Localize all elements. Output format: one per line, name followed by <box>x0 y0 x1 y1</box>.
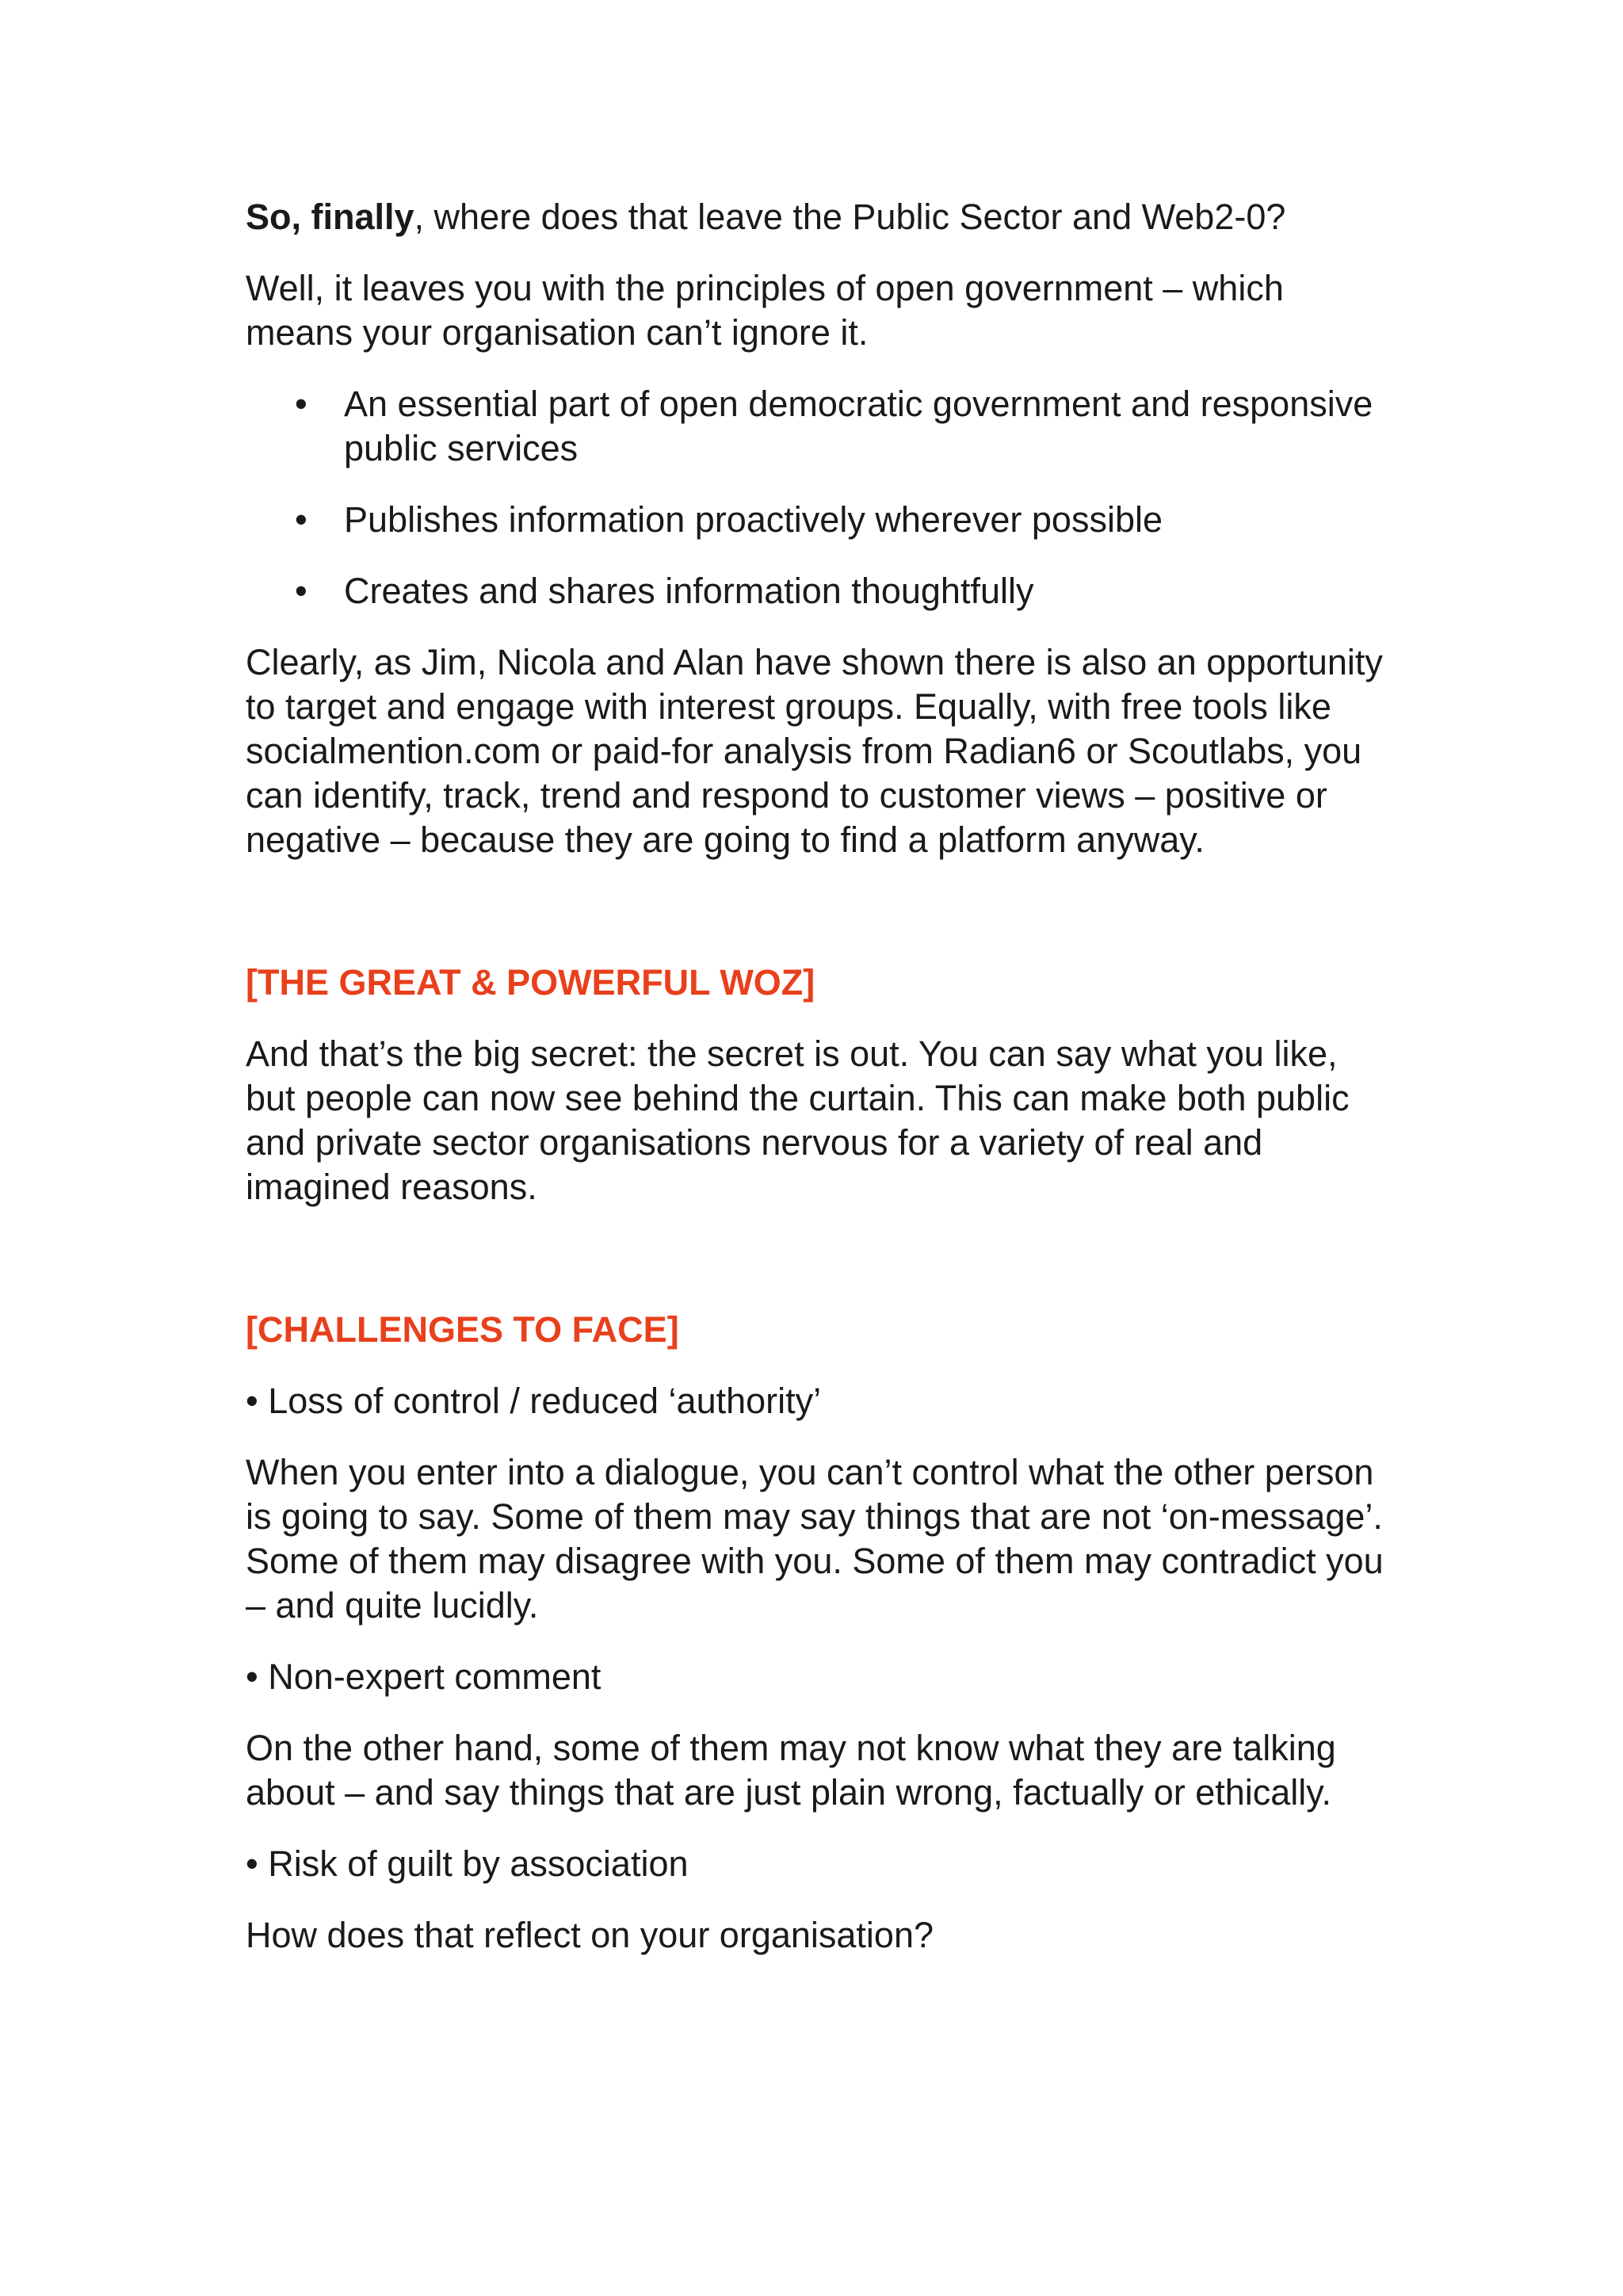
document-page <box>246 195 1395 1985</box>
intro-paragraph <box>246 195 1395 239</box>
bullet-icon: • <box>295 571 307 611</box>
open-government-paragraph: Well, it leaves you with the principles of open government – which means your organisation can’t ignore it. <box>246 268 1284 353</box>
list-item <box>246 382 1395 471</box>
intro-text: , where does that leave the Public Sector and Web2-0? <box>414 197 1286 237</box>
list-item <box>246 569 1395 613</box>
challenge-body-guilt: How does that reflect on your organisation? <box>246 1915 934 1955</box>
list-item-text: Publishes information proactively wherever possible <box>344 499 1163 540</box>
principles-list <box>246 382 1395 613</box>
challenge-title-non-expert: • Non-expert comment <box>246 1656 601 1697</box>
intro-bold-lead: So, finally <box>246 197 414 237</box>
challenge-body-non-expert: On the other hand, some of them may not know what they are talking about – and say things that are just plain wrong, factually or ethically. <box>246 1728 1336 1813</box>
challenge-title-control: • Loss of control / reduced ‘authority’ <box>246 1381 822 1421</box>
secret-paragraph: And that’s the big secret: the secret is out. You can say what you like, but people can now see behind the curtain. This can make both public and private sector organisations nervous for a variety of real and imagined reasons. <box>246 1033 1350 1207</box>
list-item-text: Creates and shares information thoughtfully <box>344 571 1034 611</box>
challenge-title-guilt: • Risk of guilt by association <box>246 1843 689 1884</box>
challenge-body-control: When you enter into a dialogue, you can’t control what the other person is going to say. Some of them may say things that are not ‘on-message’. Some of them may disagree with you. Some of them may contradict you – and quite lucidly. <box>246 1452 1384 1626</box>
engagement-paragraph: Clearly, as Jim, Nicola and Alan have shown there is also an opportunity to target and engage with interest groups. Equally, with free tools like socialmention.com or paid-for analysis from Radian6 or Scoutlabs, you can identify, track, trend and respond to customer views – positive or negative – because they are going to find a platform anyway. <box>246 642 1383 860</box>
list-item <box>246 498 1395 542</box>
bullet-icon: • <box>295 499 307 540</box>
section-heading-woz: [THE GREAT & POWERFUL WOZ] <box>246 962 815 1003</box>
list-item-text: An essential part of open democratic government and responsive public services <box>344 384 1373 468</box>
bullet-icon: • <box>295 384 307 424</box>
section-heading-challenges: [CHALLENGES TO FACE] <box>246 1309 679 1350</box>
